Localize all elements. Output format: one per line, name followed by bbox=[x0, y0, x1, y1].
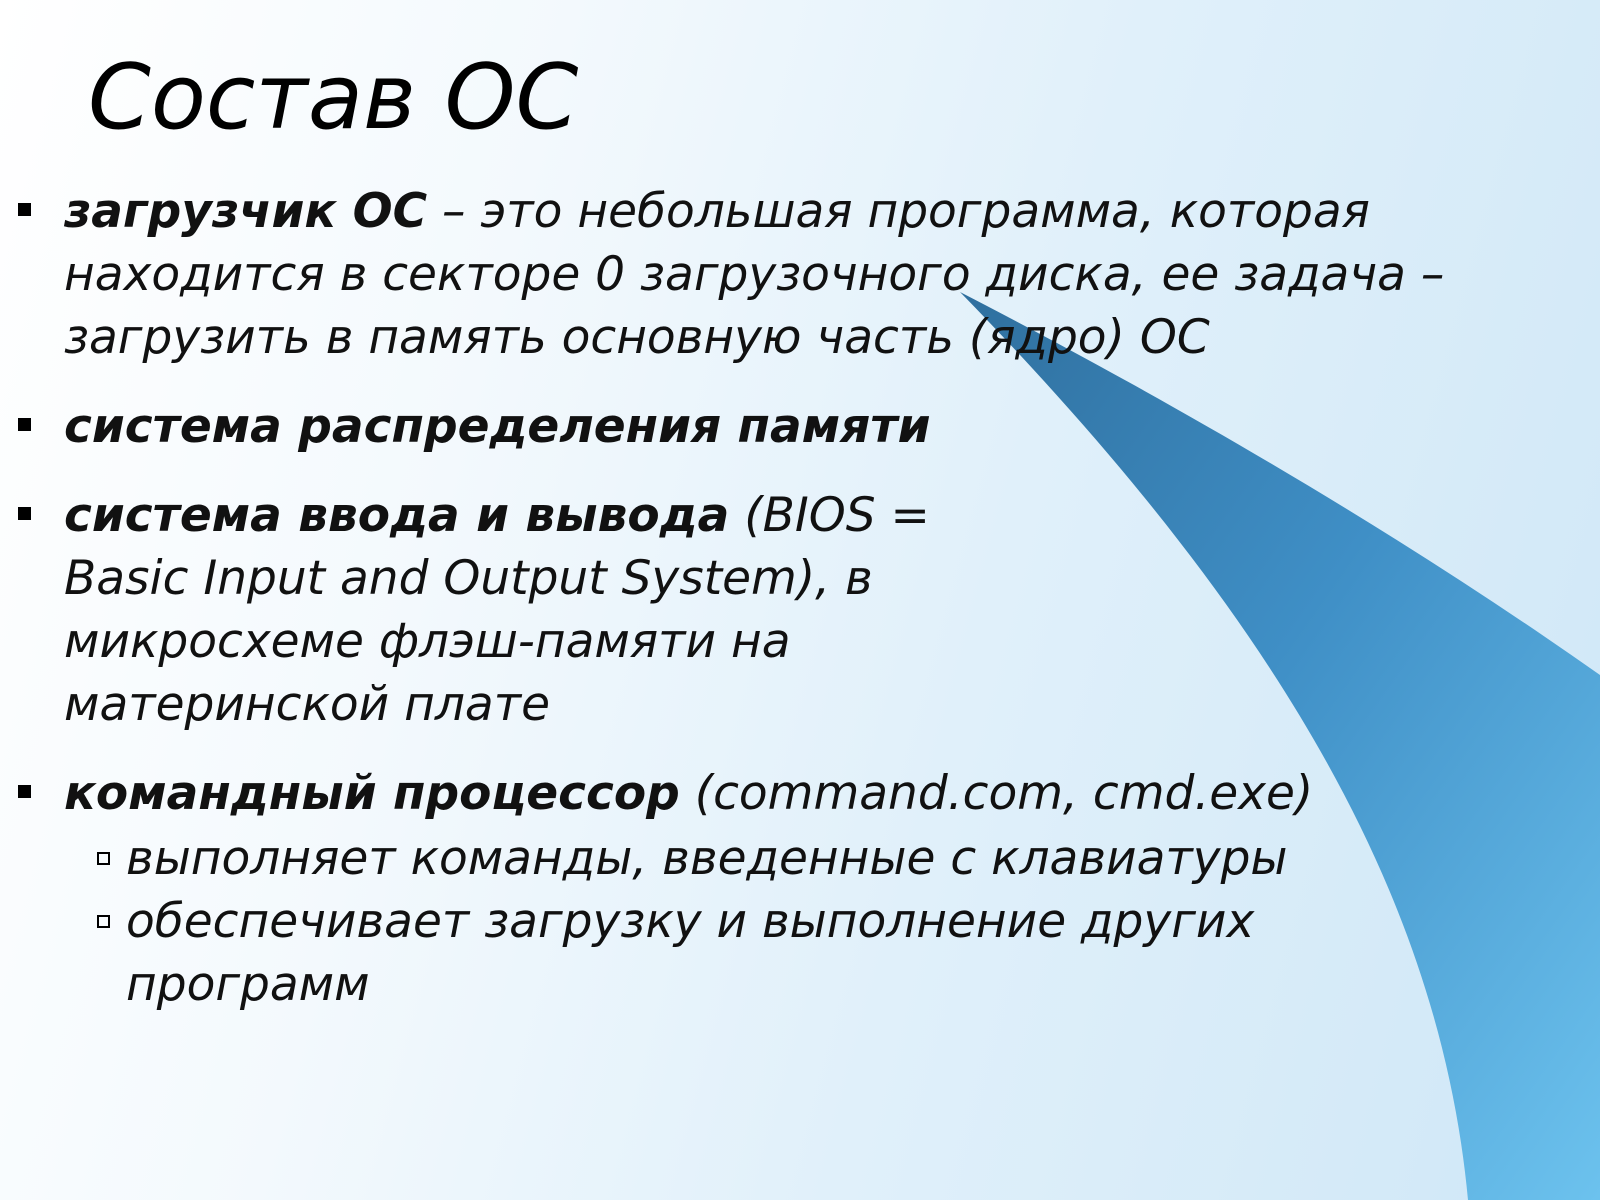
bullet-item-shell bbox=[0, 762, 1480, 825]
bullet-text: – это небольшая программа, которая находится в секторе 0 загрузочного диска, ее задача – загрузить в память основную часть (ядро) ОС bbox=[64, 184, 1445, 365]
square-bullet-icon bbox=[18, 507, 31, 520]
hollow-square-bullet-icon bbox=[97, 915, 110, 928]
sub-bullet-list bbox=[0, 827, 1480, 1016]
square-bullet-icon bbox=[18, 785, 31, 798]
bullet-term: командный процессор bbox=[64, 766, 680, 821]
sub-bullet-item bbox=[0, 890, 1480, 1016]
sub-bullet-text: выполняет команды, введенные с клавиатуры bbox=[126, 831, 1288, 886]
bullet-item-memory bbox=[0, 395, 1480, 458]
bullet-item-io bbox=[0, 484, 1064, 736]
sub-bullet-text: обеспечивает загрузку и выполнение других программ bbox=[126, 894, 1255, 1012]
square-bullet-icon bbox=[18, 203, 31, 216]
bullet-term: система распределения памяти bbox=[64, 399, 931, 454]
bullet-list bbox=[0, 180, 1480, 1016]
sub-bullet-item bbox=[0, 827, 1480, 890]
bullet-term: загрузчик ОС bbox=[64, 184, 428, 239]
square-bullet-icon bbox=[18, 418, 31, 431]
bullet-text: (command.com, cmd.exe) bbox=[679, 766, 1314, 821]
slide-title: Состав ОС bbox=[88, 45, 579, 150]
bullet-term: система ввода и вывода bbox=[64, 488, 730, 543]
bullet-item-bootloader bbox=[0, 180, 1480, 369]
hollow-square-bullet-icon bbox=[97, 852, 110, 865]
bullet-text: (BIOS = Basic Input and Output System), в микросхеме флэш-памяти на материнской плате bbox=[64, 488, 930, 732]
